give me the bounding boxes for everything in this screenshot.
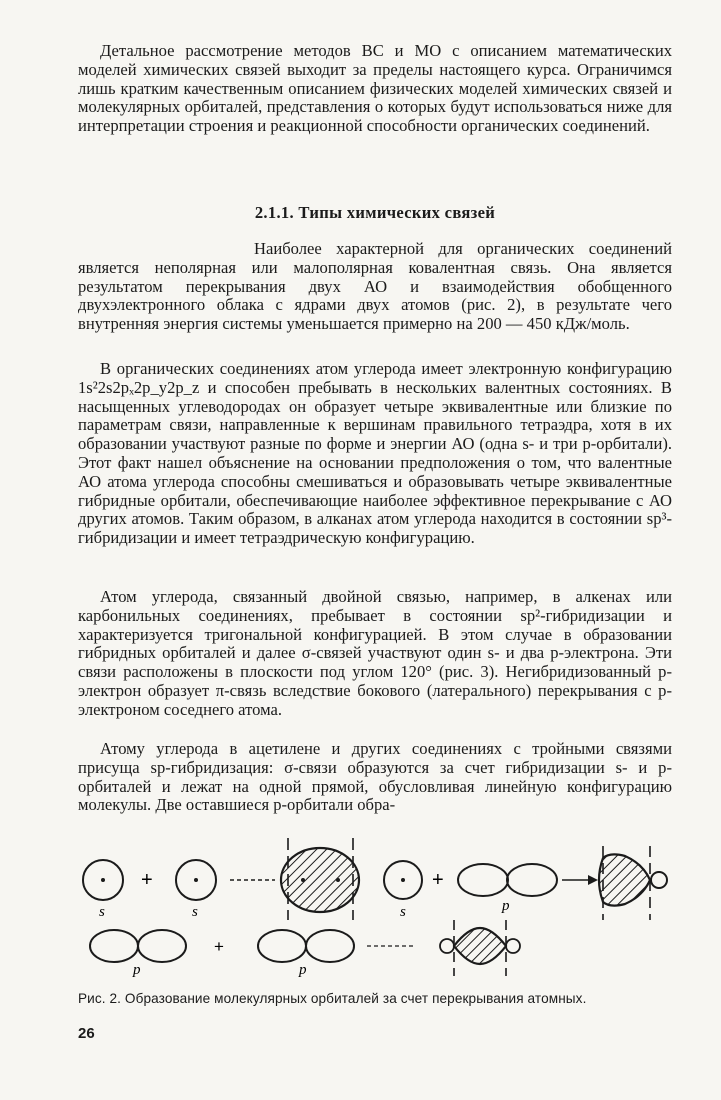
orbital-diagram: [70, 828, 690, 988]
label-s-2: s: [192, 904, 198, 920]
sigma-sp-orbital: [599, 846, 667, 920]
figure-caption: Рис. 2. Образование молекулярных орбиталей за счет перекрывания атомных.: [78, 991, 587, 1006]
label-s-1: s: [99, 904, 105, 920]
sigma-pp-orbital: [440, 920, 520, 976]
label-p-1: p: [502, 898, 510, 914]
plus-sign-3: +: [214, 937, 224, 956]
section-heading: 2.1.1. Типы химических связей: [254, 203, 496, 222]
label-s-3: s: [400, 904, 406, 920]
page-number: 26: [78, 1025, 95, 1042]
label-p-2: p: [133, 962, 141, 978]
paragraph-sp2-hybridization: Атом углерода, связанный двойной связью, например, в алкенах или карбонильных соединениях, пребывает в состоянии sp²-гибридизации и характеризуется тригональной конфигурацией. В этом случае в образовании гибридных орбиталей и далее σ-связей участвуют один s- и два p-электрона. Эти связи расположены в плоскости под углом 120° (рис. 3). Негибридизованный p-электрон образует π-связь вследствие бокового (латерального) перекрывания с p-электроном соседнего атома.: [78, 587, 672, 719]
p-orbital-1: [458, 864, 557, 896]
s-orbital-1: [83, 860, 123, 900]
arrow-2: [562, 875, 598, 885]
paragraph-sp-hybridization: Атому углерода в ацетилене и других соединениях с тройными связями присуща sp-гибридизация: σ-связи образуются за счет гибридизации s- и p-орбиталей и лежат на одной прямой, обусловливая линейную конфигурацию молекулы. Две оставшиеся p-орбитали обра-: [78, 739, 672, 815]
p-orbital-3: [258, 930, 354, 962]
orbital-overlap-figure: [70, 828, 690, 988]
intro-paragraph: Детальное рассмотрение методов ВС и МО с описанием математических моделей химических связей выходит за пределы настоящего курса. Ограничимся лишь кратким качественным описанием физических моделей химических связей и молекулярных орбиталей, представления о которых будут использоваться ниже для интерпретации строения и реакционной способности органических соединений.: [78, 41, 672, 136]
s-orbital-2: [176, 860, 216, 900]
paragraph-sp3-hybridization: В органических соединениях атом углерода имеет электронную конфигурацию 1s²2s2pₓ2p_y2p_z и способен пребывать в нескольких валентных состояниях. В насыщенных углеводородах он образует четыре эквивалентные или близкие по параметрам связи, направленные к вершинам правильного тетраэдра, хотя в их образовании участвуют разные по форме и энергии АО (одна s- и три p-орбитали). Этот факт нашел объяснение на основании предположения о том, что валентные АО атома углерода способны смешиваться и образовывать четыре эквивалентные гибридные орбитали, обеспечивающие наиболее эффективное перекрывание с АО других атомов. Таким образом, в алканах атом углерода находится в состоянии sp³-гибридизации и имеет тетраэдрическую конфигурацию.: [78, 359, 672, 548]
s-orbital-3: [384, 861, 422, 899]
paragraph-covalent-bond: Наиболее характерной для органических соединений является неполярная или малополярная ковалентная связь. Она является результатом перекрывания двух АО и взаимодействия обобщенного двухэлектронного облака с ядрами двух атомов (рис. 2), в результате чего внутренняя энергия системы уменьшается примерно на 200 — 450 кДж/моль.: [78, 239, 672, 334]
label-p-3: p: [299, 962, 307, 978]
plus-sign-1: +: [141, 869, 153, 891]
p-orbital-2: [90, 930, 186, 962]
sigma-ss-orbital: [281, 838, 359, 920]
plus-sign-2: +: [432, 869, 444, 891]
